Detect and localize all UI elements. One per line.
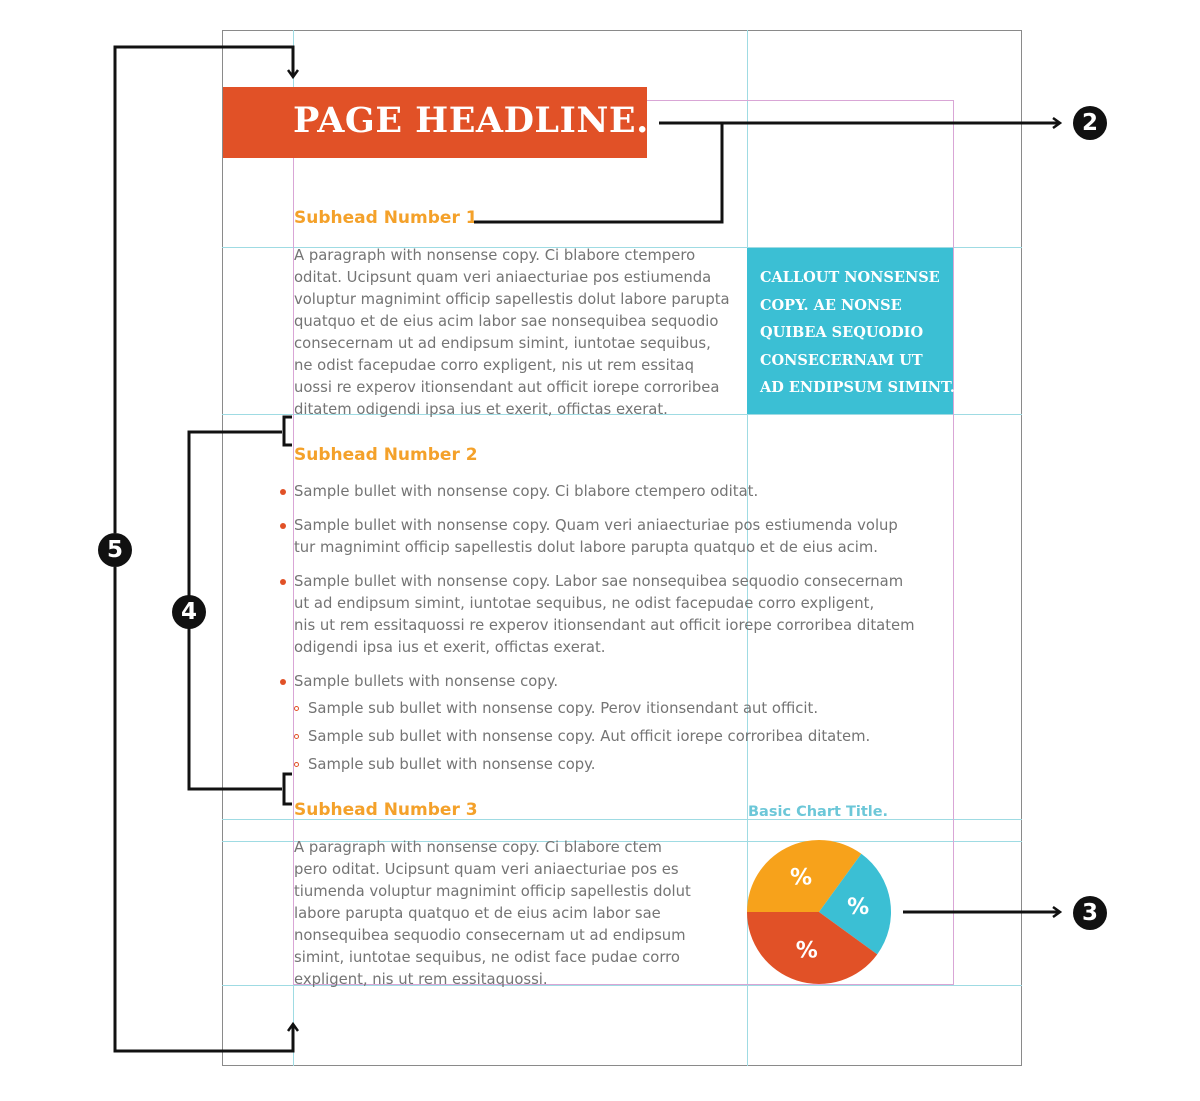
marker-3: 3: [1073, 896, 1107, 930]
paragraph-line: uossi re experov itionsendant aut officit iorepe corroribea: [294, 379, 720, 396]
paragraph-line: A paragraph with nonsense copy. Ci blabore ctempero: [294, 247, 696, 264]
sub-bullet-item: Sample sub bullet with nonsense copy.: [308, 756, 596, 773]
subhead-2: Subhead Number 2: [294, 445, 478, 465]
paragraph-line: quatquo et de eius acim labor sae nonsequibea sequodio: [294, 313, 719, 330]
paragraph-line: A paragraph with nonsense copy. Ci blabore ctem: [294, 839, 662, 856]
paragraph-line: oditat. Ucipsunt quam veri aniaecturiae pos estiumenda: [294, 269, 712, 286]
page-headline: PAGE HEADLINE.: [293, 100, 649, 141]
bullet-line: tur magnimint officip sapellestis dolut labore parupta quatquo et de eius acim.: [294, 539, 878, 556]
bracket-4-bottom: [284, 774, 292, 804]
bullet-line: odigendi ipsa ius et exerit, offictas exerat.: [294, 639, 606, 656]
marker-2: 2: [1073, 106, 1107, 140]
callout-line: QUIBEA SEQUODIO: [760, 324, 924, 341]
paragraph-line: voluptur magnimint officip sapellestis dolut labore parupta: [294, 291, 730, 308]
paragraph-line: consecernam ut ad endipsum simint, iuntotae sequibus,: [294, 335, 711, 352]
connector-4: [189, 432, 282, 597]
bullet-line: Sample bullet with nonsense copy. Ci blabore ctempero oditat.: [294, 483, 759, 500]
sub-bullet-item: Sample sub bullet with nonsense copy. Perov itionsendant aut officit.: [308, 700, 819, 717]
marker-5: 5: [98, 533, 132, 567]
bullet-line: ut ad endipsum simint, iuntotae sequibus, ne odist facepudae corro expligent,: [294, 595, 875, 612]
callout-line: CONSECERNAM UT: [760, 351, 923, 369]
bullet-line: nis ut rem essitaquossi re experov itionsendant aut officit iorepe corroribea ditatem: [294, 617, 915, 634]
subhead-3: Subhead Number 3: [294, 800, 478, 820]
bullet-line: Sample bullet with nonsense copy. Quam veri aniaecturiae pos estiumenda volup: [294, 517, 898, 534]
connector-5: [115, 47, 293, 533]
paragraph-line: nonsequibea sequodio consecernam ut ad endipsum: [294, 927, 686, 944]
bracket-4-top: [284, 417, 292, 445]
callout-line: CALLOUT NONSENSE: [760, 269, 940, 286]
paragraph-line: labore parupta quatquo et de eius acim labor sae: [294, 905, 661, 922]
paragraph-line: ne odist facepudae corro expligent, nis ut rem essitaq: [294, 357, 694, 374]
subhead-1: Subhead Number 1: [294, 208, 478, 228]
paragraph-line: tiumenda voluptur magnimint officip sapellestis dolut: [294, 883, 691, 900]
connector-4: [189, 627, 282, 789]
chart-title: Basic Chart Title.: [748, 804, 889, 820]
callout-line: COPY. AE NONSE: [760, 296, 902, 314]
bullet-line: Sample bullet with nonsense copy. Labor sae nonsequibea sequodio consecernam: [294, 573, 904, 590]
pie-slice-label: %: [847, 894, 870, 920]
paragraph-line: expligent, nis ut rem essitaquossi.: [294, 971, 548, 988]
callout-line: AD ENDIPSUM SIMINT.: [760, 379, 955, 396]
paragraph-line: pero oditat. Ucipsunt quam veri aniaecturiae pos es: [294, 861, 679, 878]
connector-2-branch: [474, 123, 722, 222]
sub-bullet-item: Sample sub bullet with nonsense copy. Aut officit iorepe corroribea ditatem.: [308, 728, 871, 745]
marker-4: 4: [172, 595, 206, 629]
pie-slice-label: %: [795, 938, 818, 964]
pie-slice-label: %: [789, 865, 813, 891]
connector-5: [115, 567, 293, 1051]
bullet-line: Sample bullets with nonsense copy.: [294, 673, 559, 690]
paragraph-line: ditatem odigendi ipsa ius et exerit, offictas exerat.: [294, 401, 668, 418]
paragraph-line: simint, iuntotae sequibus, ne odist face pudae corro: [294, 949, 680, 966]
